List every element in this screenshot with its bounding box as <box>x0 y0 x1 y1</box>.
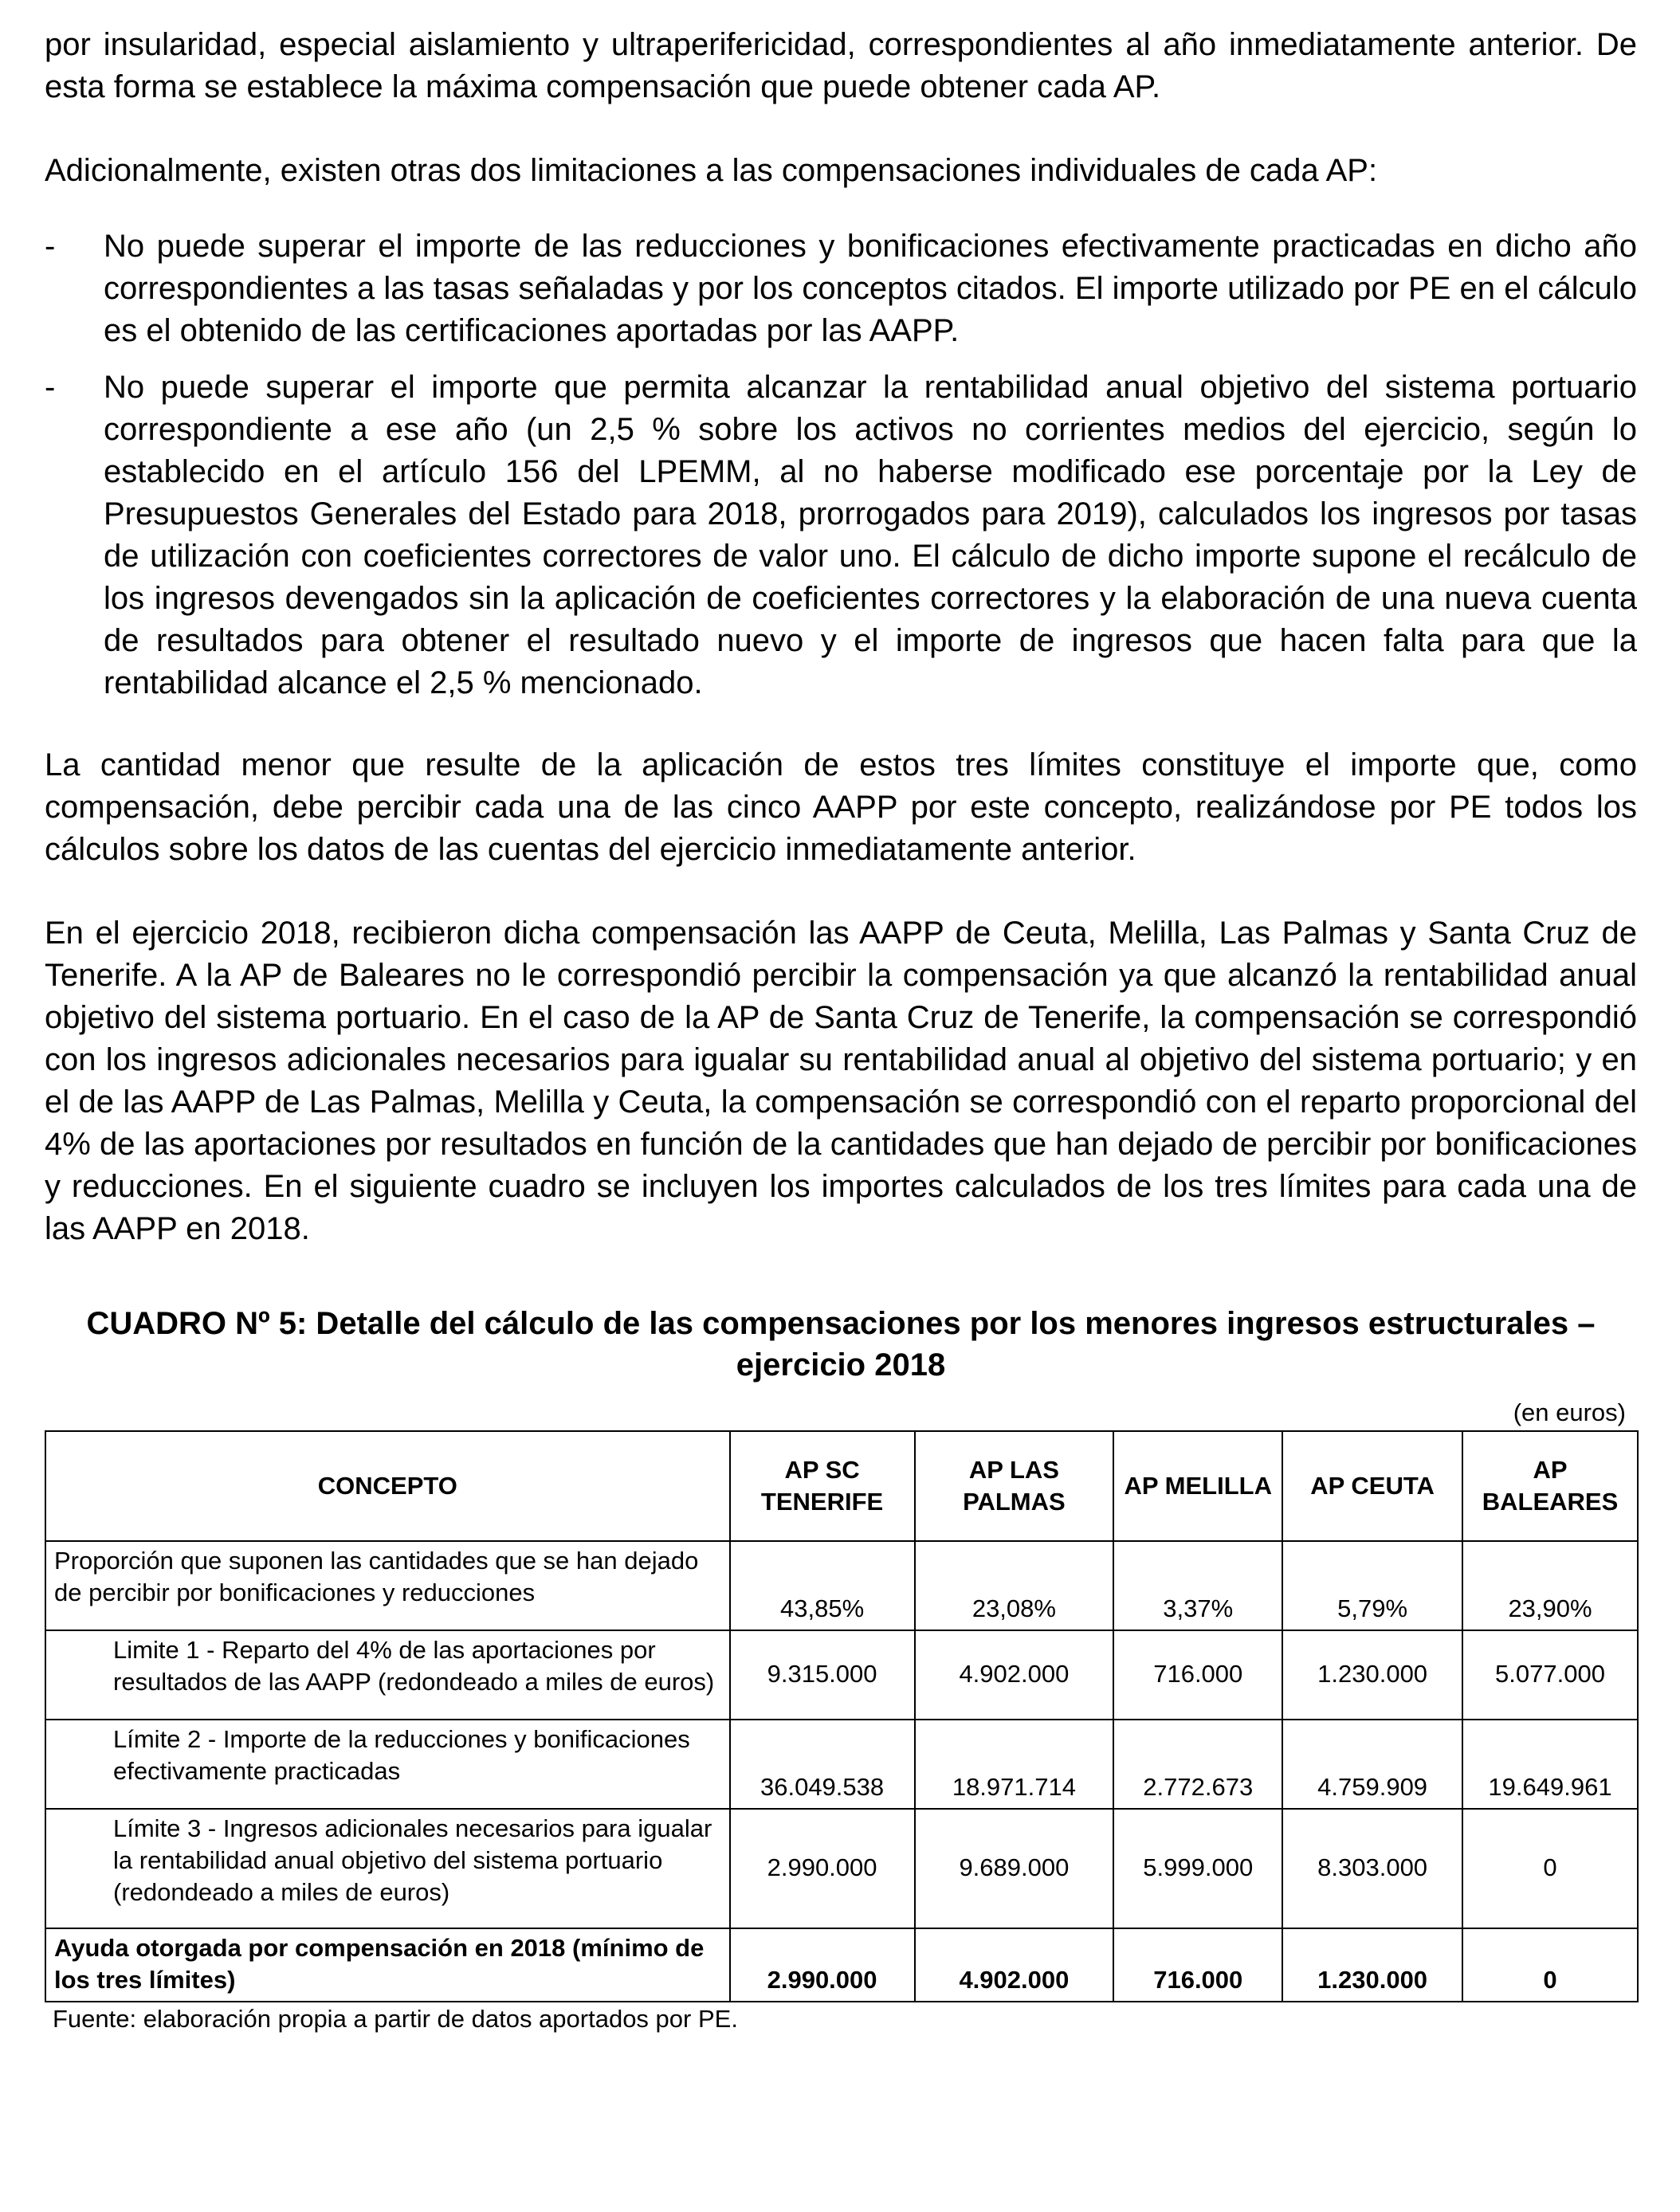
list-item-text: No puede superar el importe que permita alcanzar la rentabilidad anual objetivo del sistema portuario correspondiente a ese año (un 2,5 % sobre los activos no corrientes medios del ejercicio, según lo establecido en el artículo 156 del LPEMM, al no haberse modificado ese porcentaje por la Ley de Presupuestos Generales del Estado para 2018, prorrogados para 2019), calculados los ingresos por tasas de utilización con coeficientes correctores de valor uno. El cálculo de dicho importe supone el recálculo de los ingresos devengados sin la aplicación de coeficientes correctores y la elaboración de una nueva cuenta de resultados para obtener el resultado nuevo y el importe de ingresos que hacen falta para que la rentabilidad alcance el 2,5 % mencionado. <box>104 370 1637 700</box>
cell-value: 8.303.000 <box>1282 1809 1462 1928</box>
header-concepto: CONCEPTO <box>45 1431 730 1541</box>
cell-value: 4.902.000 <box>915 1928 1114 2002</box>
cell-value: 3,37% <box>1113 1541 1282 1630</box>
cell-value: 36.049.538 <box>730 1720 915 1809</box>
cell-value: 2.772.673 <box>1113 1720 1282 1809</box>
list-item <box>45 226 1637 352</box>
row-concept: Límite 3 - Ingresos adicionales necesarios para igualar la rentabilidad anual objetivo del sistema portuario (redondeado a miles de euros) <box>45 1809 730 1928</box>
paragraph-three-limits: La cantidad menor que resulte de la aplicación de estos tres límites constituye el importe que, como compensación, debe percibir cada una de las cinco AAPP por este concepto, realizándose por PE todos los cálculos sobre los datos de las cuentas del ejercicio inmediatamente anterior. <box>45 747 1637 867</box>
table-caption: CUADRO Nº 5: Detalle del cálculo de las compensaciones por los menores ingresos estructurales – ejercicio 2018 <box>86 1306 1596 1382</box>
paragraph-2018-exercise: En el ejercicio 2018, recibieron dicha compensación las AAPP de Ceuta, Melilla, Las Palmas y Santa Cruz de Tenerife. A la AP de Baleares no le correspondió percibir la compensación ya que alcanzó la rentabilidad anual objetivo del sistema portuario. En el caso de la AP de Santa Cruz de Tenerife, la compensación se correspondió con los ingresos adicionales necesarios para igualar su rentabilidad anual al objetivo del sistema portuario; y en el de las AAPP de Las Palmas, Melilla y Ceuta, la compensación se correspondió con el reparto proporcional del 4% de las aportaciones por resultados en función de la cantidades que han dejado de percibir por bonificaciones y reducciones. En el siguiente cuadro se incluyen los importes calculados de los tres límites para cada una de las AAPP en 2018. <box>45 916 1637 1246</box>
table-row-total <box>45 1928 1638 2002</box>
cell-value: 5.077.000 <box>1462 1630 1638 1720</box>
cell-value: 1.230.000 <box>1282 1928 1462 2002</box>
table-row <box>45 1630 1638 1720</box>
table-source-note: Fuente: elaboración propia a partir de datos aportados por PE. <box>53 2005 738 2033</box>
table-row <box>45 1541 1638 1630</box>
compensation-table <box>45 1430 1639 2002</box>
cell-value: 19.649.961 <box>1462 1720 1638 1809</box>
row-concept: Límite 2 - Importe de la reducciones y bonificaciones efectivamente practicadas <box>45 1720 730 1809</box>
cell-value: 23,90% <box>1462 1541 1638 1630</box>
cell-value: 716.000 <box>1113 1928 1282 2002</box>
table-header-row <box>45 1431 1638 1541</box>
cell-value: 43,85% <box>730 1541 915 1630</box>
header-ap-ceuta: AP CEUTA <box>1282 1431 1462 1541</box>
header-ap-las-palmas: AP LAS PALMAS <box>915 1431 1114 1541</box>
list-dash: - <box>45 229 56 264</box>
cell-value: 23,08% <box>915 1541 1114 1630</box>
units-note: (en euros) <box>1513 1398 1626 1426</box>
paragraph-compensation-max: por insularidad, especial aislamiento y ultraperifericidad, correspondientes al año inmediatamente anterior. De esta forma se establece la máxima compensación que puede obtener cada AP. <box>45 27 1637 104</box>
row-concept: Ayuda otorgada por compensación en 2018 (mínimo de los tres límites) <box>45 1928 730 2002</box>
cell-value: 9.689.000 <box>915 1809 1114 1928</box>
row-concept: Proporción que suponen las cantidades que se han dejado de percibir por bonificaciones y reducciones <box>45 1541 730 1630</box>
cell-value: 9.315.000 <box>730 1630 915 1720</box>
paragraph-additional-limits: Adicionalmente, existen otras dos limitaciones a las compensaciones individuales de cada AP: <box>45 153 1378 188</box>
header-ap-melilla: AP MELILLA <box>1113 1431 1282 1541</box>
cell-value: 2.990.000 <box>730 1809 915 1928</box>
cell-value: 4.759.909 <box>1282 1720 1462 1809</box>
limits-list <box>45 226 1637 704</box>
list-item-text: No puede superar el importe de las reducciones y bonificaciones efectivamente practicadas en dicho año correspondientes a las tasas señaladas y por los conceptos citados. El importe utilizado por PE en el cálculo es el obtenido de las certificaciones aportadas por las AAPP. <box>104 229 1637 348</box>
list-item <box>45 367 1637 704</box>
header-ap-sc-tenerife: AP SC TENERIFE <box>730 1431 915 1541</box>
document-page <box>45 24 1637 2034</box>
row-concept: Limite 1 - Reparto del 4% de las aportaciones por resultados de las AAPP (redondeado a miles de euros) <box>45 1630 730 1720</box>
cell-value: 18.971.714 <box>915 1720 1114 1809</box>
cell-value: 716.000 <box>1113 1630 1282 1720</box>
header-ap-baleares: AP BALEARES <box>1462 1431 1638 1541</box>
table-row <box>45 1809 1638 1928</box>
cell-value: 0 <box>1462 1928 1638 2002</box>
cell-value: 1.230.000 <box>1282 1630 1462 1720</box>
cell-value: 5.999.000 <box>1113 1809 1282 1928</box>
cell-value: 0 <box>1462 1809 1638 1928</box>
cell-value: 4.902.000 <box>915 1630 1114 1720</box>
cell-value: 2.990.000 <box>730 1928 915 2002</box>
table-row <box>45 1720 1638 1809</box>
list-dash: - <box>45 370 56 405</box>
cell-value: 5,79% <box>1282 1541 1462 1630</box>
